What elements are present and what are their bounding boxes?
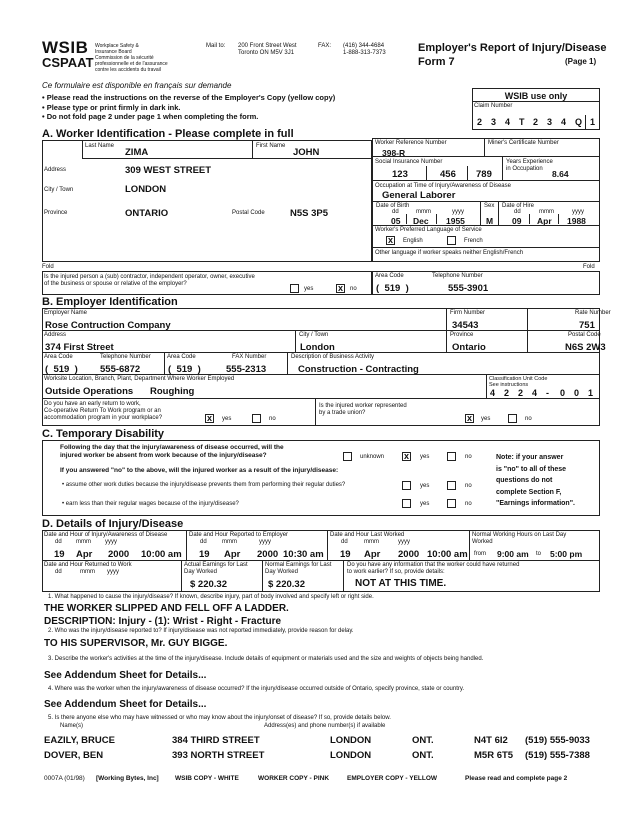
employer-name[interactable]: Rose Contruction Company (45, 320, 171, 331)
answer-4[interactable]: See Addendum Sheet for Details... (44, 699, 207, 710)
board-fr-line3: contre les accidents du travail (95, 67, 161, 73)
actual-earnings-label (184, 562, 248, 576)
employer-city-label: City / Town (299, 332, 329, 338)
dob-mmm-label: mmm (416, 209, 431, 215)
claim-digit: 2 (533, 117, 539, 127)
sex-label: Sex (484, 203, 495, 209)
form-number: Form 7 (418, 56, 455, 68)
copy-worker: WORKER COPY - PINK (258, 775, 330, 782)
witness-city[interactable]: LONDON (330, 735, 372, 746)
actual-earnings-line2: Day Worked (184, 569, 217, 575)
firm-label: Firm Number (450, 310, 486, 316)
absence-q-line1: Following the day that the injury/awareness of disease occurred, will the (60, 444, 284, 451)
question-1: 1. What happened to cause the injury/disease? If known, describe injury, part of body involved and specify left or right side. (48, 594, 374, 600)
last-yyyy-label: yyyy (398, 539, 410, 545)
other-duties-yes-label: yes (420, 483, 430, 489)
rtw-question (44, 401, 162, 422)
class-digit: 2 (518, 388, 524, 398)
occurrence-time[interactable]: 10:00 am (141, 549, 182, 560)
to-label: to (536, 551, 542, 557)
logo-cspaat: CSPAAT (42, 55, 94, 70)
claim-digit: 4 (505, 117, 511, 127)
english-checkbox[interactable]: x (387, 235, 393, 245)
contractor-yes-label: yes (304, 286, 314, 292)
instruction-3: • Do not fold page 2 under page 1 when completing the form. (42, 112, 259, 121)
wsib-use-title: WSIB use only (504, 91, 568, 101)
occ-yyyy-label: yyyy (105, 539, 117, 545)
worker-ref-label: Worker Reference Number (375, 140, 447, 146)
claim-digit: 3 (547, 117, 553, 127)
reported-label: Date and Hour Reported to Employer (189, 532, 289, 538)
board-fr-line1: Commission de la sécurité (95, 55, 154, 61)
dob-dd-label: dd (392, 209, 399, 215)
ret-yyyy-label: yyyy (107, 569, 119, 575)
rtw-q-line1: Do you have an early return to work, (44, 401, 141, 407)
last-worked-day[interactable]: 19 (340, 549, 351, 560)
normal-earnings-line2: Day Worked (265, 569, 298, 575)
employer-area-code[interactable]: ( 519 ) (45, 364, 78, 375)
occurrence-day[interactable]: 19 (54, 549, 65, 560)
dob-label: Date of Birth (376, 203, 410, 209)
rtw-no-checkbox[interactable] (252, 414, 261, 423)
worker-ref[interactable]: 398-R (382, 148, 406, 158)
from-label: from (474, 551, 486, 557)
last-name[interactable]: ZIMA (125, 147, 149, 158)
contractor-q-line2: of the business or spouse or relative of the employer? (44, 281, 187, 287)
note-line3: questions do not (496, 477, 553, 484)
note-line4: complete Section F, (496, 488, 562, 496)
witness-phone[interactable]: (519) 555-9033 (525, 735, 590, 746)
normal-earnings[interactable]: $ 220.32 (268, 579, 305, 590)
employer-telephone-label: Telephone Number (100, 354, 151, 360)
employer-area-code-label: Area Code (44, 354, 73, 360)
employer-province-label: Province (450, 332, 474, 338)
witness-names-label: Name(s) (60, 723, 84, 729)
years-label-line2: in Occupation (506, 166, 543, 172)
witness-address[interactable]: 393 NORTH STREET (172, 750, 265, 761)
rtw-no-label: no (269, 416, 276, 422)
sin-part-3[interactable]: 789 (476, 169, 492, 180)
worker-area-code-value: 519 (384, 283, 401, 294)
class-digit: 0 (560, 388, 566, 398)
contractor-q-line1: Is the injured person a (sub) contractor, independent operator, owner, executive (44, 274, 255, 280)
years-experience[interactable]: 8.64 (552, 169, 569, 179)
fax-number-2: 1-888-313-7373 (343, 50, 386, 56)
contractor-yes-checkbox[interactable] (290, 284, 299, 293)
fax-number-1: (416) 344-4684 (343, 43, 385, 49)
other-duties-no-checkbox[interactable] (447, 481, 456, 490)
hire-yyyy-label: yyyy (572, 209, 584, 215)
board-en-line2: Insurance Board (95, 49, 132, 55)
class-label-line2: See instructions (489, 382, 529, 388)
occ-dd-label: dd (55, 539, 62, 545)
hire-mmm-label: mmm (539, 209, 554, 215)
contractor-no-checkbox[interactable]: x (337, 283, 343, 293)
question-3: 3. Describe the worker's activities at the time of the injury/disease. Include details of equipment or materials used and the size and weights of objects being handled. (48, 656, 484, 662)
employer-address[interactable]: 374 First Street (45, 342, 114, 353)
answer-1-line1[interactable]: THE WORKER SLIPPED AND FELL OFF A LADDER. (44, 603, 289, 614)
occupation[interactable]: General Laborer (382, 190, 456, 201)
section-b-title: B. Employer Identification (42, 296, 178, 308)
logo-wsib: WSIB (42, 38, 89, 57)
firm-number[interactable]: 34543 (452, 320, 479, 331)
section-c-note (496, 452, 575, 510)
section-c-title: C. Temporary Disability (42, 428, 165, 440)
claim-digit: T (519, 117, 525, 127)
employer-address-label: Address (44, 332, 67, 338)
last-worked-year[interactable]: 2000 (398, 549, 420, 560)
union-q-line2: by a trade union? (319, 410, 366, 416)
note-line1: Note: if your answer (496, 454, 564, 461)
copy-employer: EMPLOYER COPY - YELLOW (347, 775, 438, 782)
earn-less-no-label: no (465, 501, 472, 507)
section-d-title: D. Details of Injury/Disease (42, 518, 184, 530)
last-worked-month[interactable]: Apr (364, 549, 381, 560)
years-label-line1: Years Experience (506, 159, 553, 165)
reported-day[interactable]: 19 (199, 549, 210, 560)
province-label: Province (44, 210, 68, 216)
normal-hours-label (472, 532, 566, 546)
reported-time[interactable]: 10:30 am (283, 549, 324, 560)
normal-earnings-label (265, 562, 331, 576)
form-code: 0007A (01/98) (44, 775, 85, 782)
occupation-label: Occupation at Time of Injury/Awareness of Disease (375, 183, 511, 189)
dob-day[interactable]: 05 (391, 216, 401, 226)
fax-area-code[interactable]: ( 519 ) (168, 364, 201, 375)
last-worked-time[interactable]: 10:00 am (427, 549, 468, 560)
union-yes-label: yes (481, 416, 491, 422)
actual-earnings[interactable]: $ 220.32 (190, 579, 227, 590)
last-dd-label: dd (341, 539, 348, 545)
rtw-q-line3: accommodation program in your workplace? (44, 415, 163, 421)
actual-earnings-line1: Actual Earnings for Last (184, 562, 248, 568)
ret-dd-label: dd (55, 569, 62, 575)
dob-year[interactable]: 1955 (446, 216, 465, 226)
footer (0, 775, 637, 785)
postal-label: Postal Code (232, 210, 265, 216)
from-time[interactable]: 9:00 am (497, 549, 529, 559)
business-activity-label: Description of Business Activity (291, 354, 375, 360)
rate-label: Rate Number (575, 310, 611, 316)
other-duties-yes-checkbox[interactable] (402, 481, 411, 490)
sex[interactable]: M (486, 216, 494, 226)
fax-number-label: FAX Number (232, 354, 267, 360)
question-2: 2. Who was the injury/disease reported to? If injury/disease was not reported immediately, provide reason for delay. (48, 628, 354, 634)
hire-day[interactable]: 09 (512, 216, 522, 226)
occurrence-label: Date and Hour of Injury/Awareness of Disease (44, 532, 168, 538)
witness-postal[interactable]: M5R 6T5 (474, 750, 514, 761)
absence-yes-checkbox[interactable]: x (403, 451, 409, 461)
union-yes-checkbox[interactable]: x (466, 413, 472, 423)
witness-address[interactable]: 384 THIRD STREET (172, 735, 260, 746)
rate-number[interactable]: 751 (579, 320, 595, 331)
worksite-department[interactable]: Roughing (150, 386, 195, 397)
union-no-checkbox[interactable] (508, 414, 517, 423)
miner-label: Miner's Certificate Number (488, 140, 559, 146)
rep-mmm-label: mmm (222, 539, 237, 545)
worksite-label: Worksite Location, Branch, Plant, Department Where Worker Employed (44, 376, 235, 382)
witness-province[interactable]: ONT. (412, 735, 434, 746)
dob-month[interactable]: Dec (413, 216, 429, 226)
ret-mmm-label: mmm (80, 569, 95, 575)
absence-no-label: no (465, 454, 472, 460)
reported-year[interactable]: 2000 (257, 549, 279, 560)
witness-addresses-label: Address(es) and phone number(s) if available (264, 723, 386, 729)
section-a-title: A. Worker Identification - Please complete in full (42, 128, 294, 140)
employer-name-label: Employer Name (44, 310, 88, 316)
earn-less-yes-checkbox[interactable] (402, 499, 411, 508)
question-5: 5. Is there anyone else who may have witnessed or who may know about the injury/onset of disease? If so, provide details below. (48, 715, 391, 721)
answer-3[interactable]: See Addendum Sheet for Details... (44, 670, 207, 681)
absence-yes-label: yes (420, 454, 430, 460)
reported-month[interactable]: Apr (224, 549, 241, 560)
worker-telephone-label: Telephone Number (432, 273, 483, 279)
witness-postal[interactable]: N4T 6I2 (474, 735, 508, 746)
employer-area-code-value: 519 (53, 364, 70, 375)
worker-province[interactable]: ONTARIO (125, 208, 169, 219)
dob-yyyy-label: yyyy (452, 209, 464, 215)
fax-numbers (343, 43, 386, 57)
worker-area-code[interactable]: ( 519 ) (376, 283, 409, 294)
sin-label: Social Insurance Number (375, 159, 443, 165)
form-title: Employer's Report of Injury/Disease (418, 42, 607, 54)
earn-less-question: • earn less than their regular wages because of the injury/disease? (62, 501, 239, 507)
instruction-1: • Please read the instructions on the reverse of the Employer's Copy (yellow copy) (42, 93, 336, 102)
class-digit: 2 (504, 388, 510, 398)
fax-area-code-value: 519 (176, 364, 193, 375)
other-duties-no-label: no (465, 483, 472, 489)
normal-earnings-line1: Normal Earnings for Last (265, 562, 332, 568)
claim-digit: Q (575, 117, 583, 127)
union-no-label: no (525, 416, 532, 422)
claim-digit: 2 (477, 117, 483, 127)
witness-city[interactable]: LONDON (330, 750, 372, 761)
rep-yyyy-label: yyyy (259, 539, 271, 545)
absence-question (60, 444, 284, 460)
employer-postal[interactable]: N6S 2W3 (565, 342, 606, 353)
claim-digit: 3 (491, 117, 497, 127)
note-line2: is "no" to all of these (496, 465, 567, 473)
class-digit: 4 (490, 388, 496, 398)
city-label: City / Town (44, 187, 74, 193)
employer-province[interactable]: Ontario (452, 342, 486, 353)
copy-wsib: WSIB COPY - WHITE (175, 775, 239, 782)
claim-number (472, 113, 600, 129)
absence-unknown-checkbox[interactable] (343, 452, 352, 461)
witness-row (0, 735, 637, 747)
first-name[interactable]: JOHN (293, 147, 320, 158)
contractor-no-label: no (350, 286, 357, 292)
claim-digit: 4 (561, 117, 567, 127)
first-name-label: First Name (256, 143, 286, 149)
union-q-line1: Is the injured worker represented (319, 403, 407, 409)
class-code-label (489, 376, 547, 388)
witness-province[interactable]: ONT. (412, 750, 434, 761)
earlier-return-q-line2: to work earlier? If so, provide details: (347, 569, 445, 575)
contractor-question (44, 274, 255, 288)
to-time[interactable]: 5:00 pm (550, 549, 583, 559)
employer-postal-label: Postal Code (568, 332, 601, 338)
employer-telephone[interactable]: 555-6872 (100, 364, 141, 375)
worker-address[interactable]: 309 WEST STREET (125, 165, 212, 176)
board-en-line1: Workplace Safety & (95, 43, 139, 49)
earn-less-no-checkbox[interactable] (447, 499, 456, 508)
answer-1-line2[interactable]: DESCRIPTION: Injury - (1): Wrist - Right - Fracture (44, 616, 282, 627)
other-duties-question: • assume other work duties because the injury/disease prevents them from performing their regular duties? (62, 482, 346, 488)
page-number: (Page 1) (565, 57, 597, 66)
mail-address (238, 43, 297, 57)
last-worked-label: Date and Hour Last Worked (330, 532, 405, 538)
class-digit: - (546, 388, 549, 398)
witness-name[interactable]: EAZILY, BRUCE (44, 735, 115, 746)
earlier-return-question (347, 562, 519, 576)
other-language-label: Other language if worker speaks neither English/French (375, 250, 524, 256)
question-4: 4. Where was the worker when the injury/awareness of disease occurred? If the injury/disease occurred outside of Ontario, specify province, state or country. (48, 686, 465, 692)
class-digit: 4 (532, 388, 538, 398)
address-label: Address (44, 167, 67, 173)
class-label-line1: Classification Unit Code (489, 376, 548, 382)
french-note: Ce formulaire est disponible en français sur demande (42, 81, 232, 90)
continue-page-2: Please read and complete page 2 (465, 775, 568, 782)
absence-no-checkbox[interactable] (447, 452, 456, 461)
french-checkbox[interactable] (447, 236, 456, 245)
hire-dd-label: dd (514, 209, 521, 215)
fold-right: Fold (583, 264, 595, 270)
worksite-location[interactable]: Outside Operations (45, 386, 134, 397)
english-label: English (403, 238, 423, 244)
worker-area-code-label: Area Code (375, 273, 404, 279)
fax-area-code-label: Area Code (167, 354, 196, 360)
rtw-q-line2: Co-operative Return To Work program or an (44, 408, 161, 414)
instruction-2: • Please type or print firmly in dark ink. (42, 102, 181, 112)
witness-phone[interactable]: (519) 555-7388 (525, 750, 590, 761)
returned-label: Date and Hour Returned to Work (44, 562, 132, 568)
answer-2[interactable]: TO HIS SUPERVISOR, Mr. GUY BIGGE. (44, 638, 228, 649)
employer-city[interactable]: London (300, 342, 335, 353)
mail-address-line1: 200 Front Street West (238, 43, 297, 49)
last-mmm-label: mmm (364, 539, 379, 545)
normal-hours-line1: Normal Working Hours on Last Day (472, 532, 567, 538)
claim-number-label: Claim Number (474, 103, 513, 109)
fax-label: FAX: (318, 43, 332, 49)
worker-city[interactable]: LONDON (125, 184, 167, 195)
claim-digit: 1 (590, 117, 596, 127)
sin-part-1[interactable]: 123 (392, 169, 408, 180)
rtw-yes-label: yes (222, 416, 232, 422)
years-exp-label (506, 159, 553, 173)
result-question: If you answered "no" to the above, will the injured worker as a result of the injury/disease: (60, 467, 339, 474)
absence-unknown-label: unknown (360, 454, 385, 460)
earlier-return-q-line1: Do you have any information that the worker could have returned (347, 562, 520, 568)
hire-label: Date of Hire (502, 203, 535, 209)
class-code (488, 388, 600, 398)
occurrence-year[interactable]: 2000 (108, 549, 130, 560)
occ-mmm-label: mmm (76, 539, 91, 545)
instructions (42, 93, 335, 122)
class-digit: 1 (588, 388, 594, 398)
business-activity[interactable]: Construction - Contracting (298, 364, 419, 375)
hire-year[interactable]: 1988 (567, 216, 586, 226)
union-question (319, 403, 407, 417)
occurrence-month[interactable]: Apr (76, 549, 93, 560)
mail-label: Mail to: (206, 43, 226, 49)
french-label: French (464, 238, 483, 244)
software-credit: [Working Bytes, Inc] (96, 775, 159, 782)
last-name-label: Last Name (85, 143, 115, 149)
absence-q-line2: injured worker be absent from work because of the injury/disease? (60, 452, 267, 459)
rtw-yes-checkbox[interactable]: x (206, 413, 212, 423)
fold-left: Fold (42, 264, 54, 270)
hire-month[interactable]: Apr (537, 216, 552, 226)
rep-dd-label: dd (200, 539, 207, 545)
sin-part-2[interactable]: 456 (440, 169, 456, 180)
witness-name[interactable]: DOVER, BEN (44, 750, 104, 761)
worker-telephone[interactable]: 555-3901 (448, 283, 489, 294)
worker-postal[interactable]: N5S 3P5 (290, 208, 329, 219)
earlier-return-answer[interactable]: NOT AT THIS TIME. (355, 578, 447, 589)
board-fr-line2: professionnelle et de l'assurance (95, 61, 168, 67)
note-line5: "Earnings information". (496, 500, 575, 507)
fax-number[interactable]: 555-2313 (226, 364, 267, 375)
wsib-logo (42, 39, 94, 70)
mail-address-line2: Toronto ON M5V 3J1 (238, 50, 295, 56)
earn-less-yes-label: yes (420, 501, 430, 507)
witness-row (0, 750, 637, 762)
class-digit: 0 (574, 388, 580, 398)
normal-hours-line2: Worked (472, 539, 493, 545)
language-label: Worker's Preferred Language of Service (375, 227, 482, 233)
board-name (95, 43, 168, 73)
